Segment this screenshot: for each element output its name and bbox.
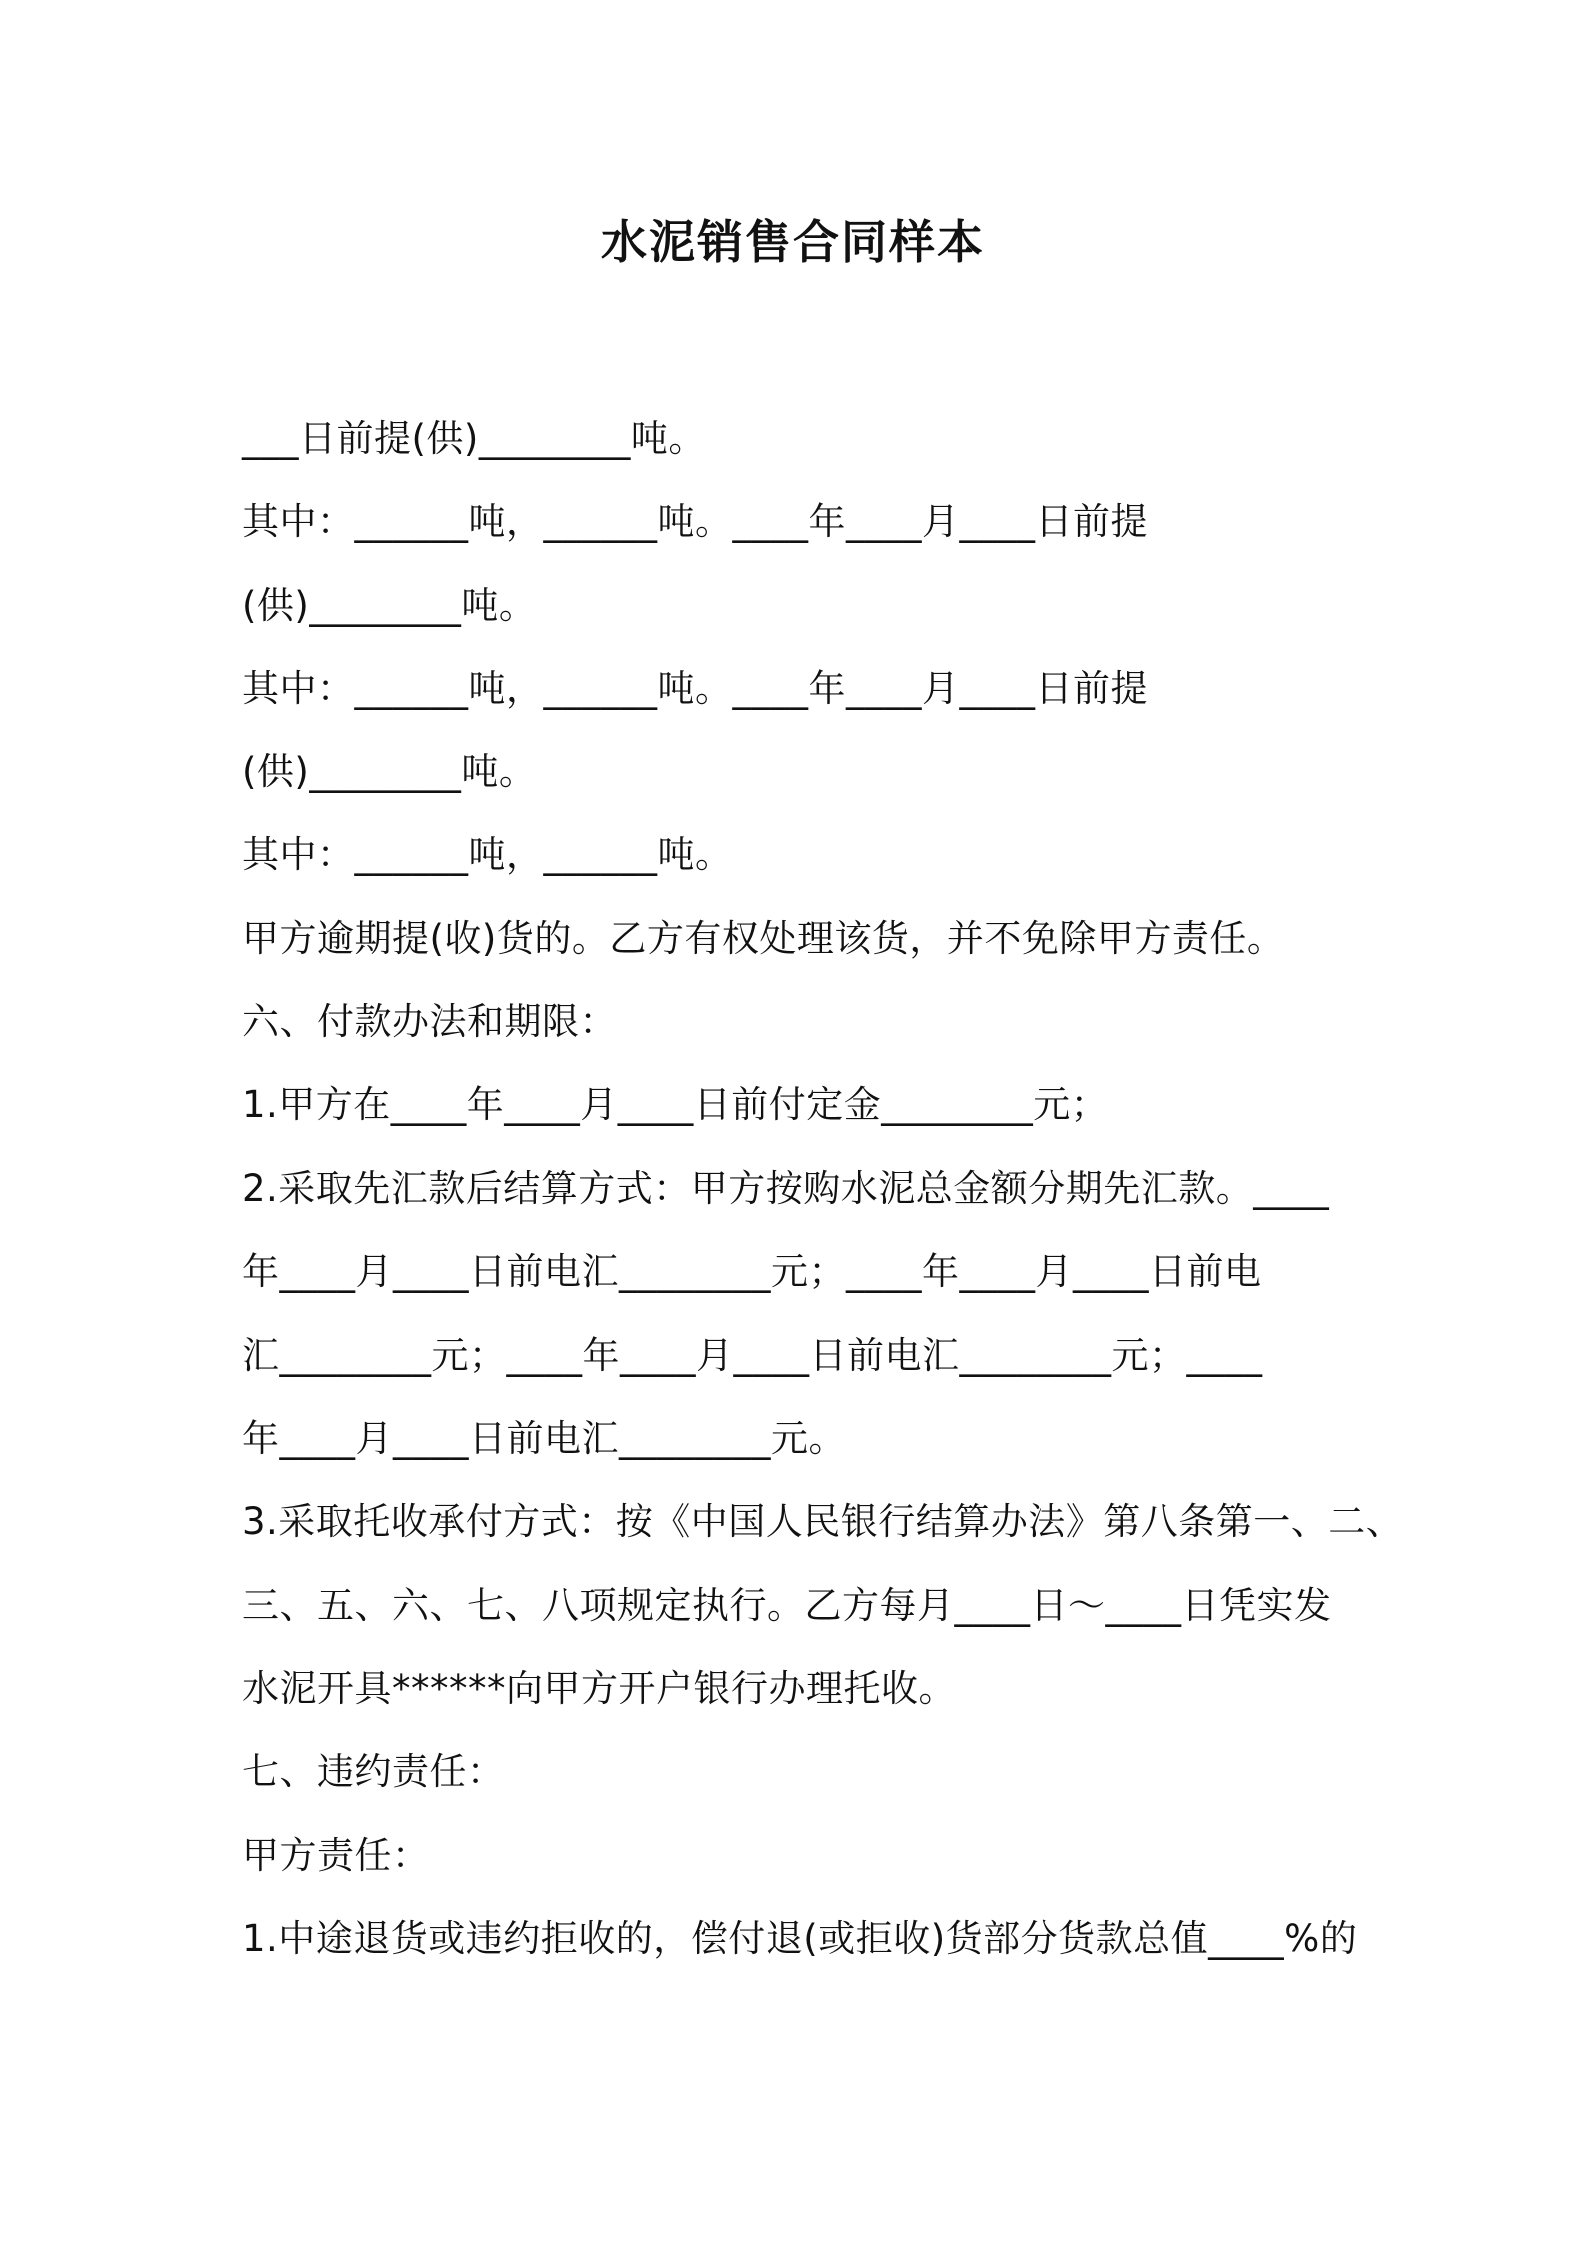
text-line: (供)________吨。 — [242, 750, 537, 793]
text-line: 甲方逾期提(收)货的。乙方有权处理该货，并不免除甲方责任。 — [242, 917, 1285, 960]
text-line: 年____月____日前电汇________元；____年____月____日前电 — [242, 1250, 1262, 1293]
text-line: 2.采取先汇款后结算方式：甲方按购水泥总金额分期先汇款。____ — [242, 1167, 1330, 1210]
text-line: ___日前提(供)________吨。 — [242, 417, 706, 460]
text-line: 年____月____日前电汇________元。 — [242, 1417, 846, 1460]
text-line: 三、五、六、七、八项规定执行。乙方每月____日～____日凭实发 — [242, 1584, 1332, 1627]
text-line: 3.采取托收承付方式：按《中国人民银行结算办法》第八条第一、二、 — [242, 1500, 1404, 1543]
text-line: (供)________吨。 — [242, 584, 537, 627]
section-heading: 七、违约责任： — [242, 1750, 505, 1793]
text-line: 1.甲方在____年____月____日前付定金________元； — [242, 1083, 1109, 1126]
text-line: 1.中途退货或违约拒收的，偿付退(或拒收)货部分货款总值____%的 — [242, 1917, 1358, 1960]
text-line: 其中：______吨，______吨。____年____月____日前提 — [242, 500, 1148, 543]
subsection-heading: 甲方责任： — [242, 1834, 430, 1877]
document-title: 水泥销售合同样本 — [601, 215, 985, 269]
text-line: 汇________元；____年____月____日前电汇________元；____ — [242, 1334, 1263, 1377]
text-line: 水泥开具******向甲方开户银行办理托收。 — [242, 1667, 956, 1710]
text-line: 其中：______吨，______吨。 — [242, 833, 733, 876]
section-heading: 六、付款办法和期限： — [242, 1000, 617, 1043]
text-line: 其中：______吨，______吨。____年____月____日前提 — [242, 667, 1148, 710]
